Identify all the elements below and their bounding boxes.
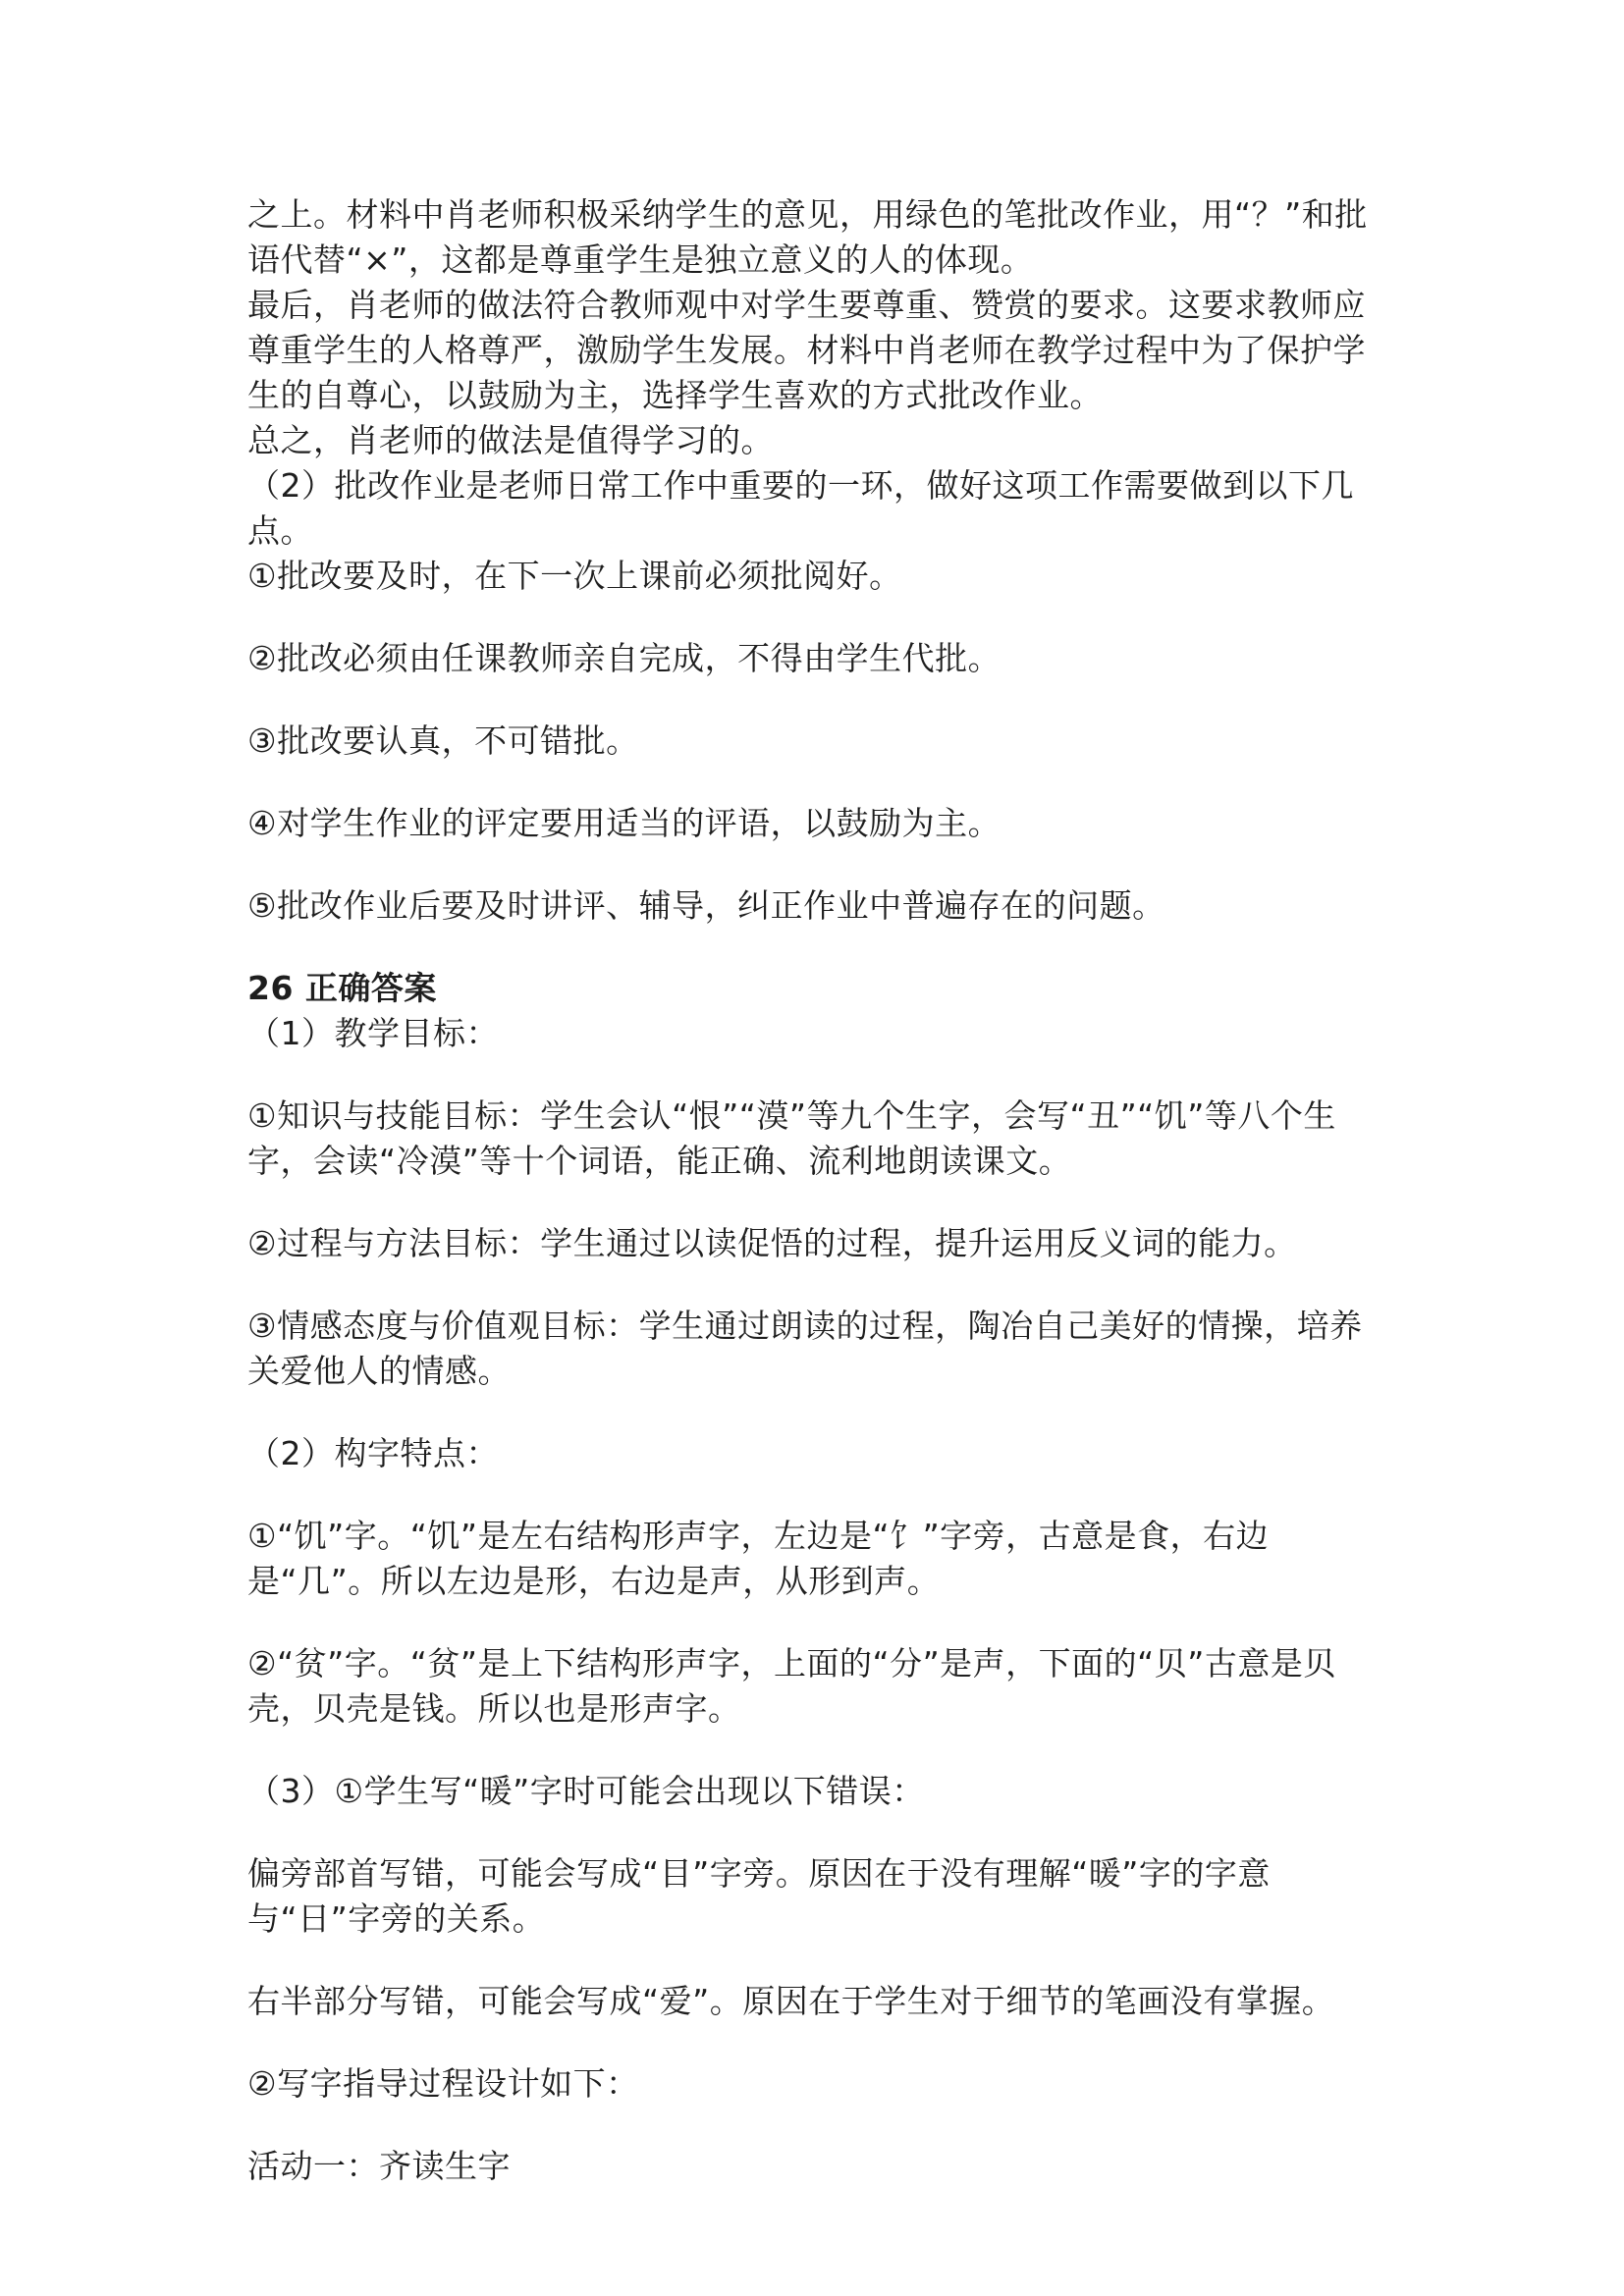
section-heading: 26 正确答案 bbox=[247, 969, 437, 1007]
paragraph: 总之，肖老师的做法是值得学习的。 bbox=[247, 421, 774, 459]
paragraph: （3）①学生写“暖”字时可能会出现以下错误： bbox=[247, 1772, 925, 1810]
list-item: ②“贫”字。“贫”是上下结构形声字，上面的“分”是声，下面的“贝”古意是贝壳，贝壳是钱。所以也是形声字。 bbox=[247, 1644, 1336, 1728]
spacer bbox=[247, 1476, 1386, 1514]
spacer bbox=[247, 929, 1386, 966]
paragraph: ②写字指导过程设计如下： bbox=[247, 2064, 639, 2103]
list-item: ③情感态度与价值观目标：学生通过朗读的过程，陶冶自己美好的情操，培养关爱他人的情感。 bbox=[247, 1307, 1363, 1390]
paragraph: （1）教学目标： bbox=[247, 1014, 499, 1052]
list-item: ①知识与技能目标：学生会认“恨”“漠”等九个生字，会写“丑”“饥”等八个生字，会读“冷漠”等十个词语，能正确、流利地朗读课文。 bbox=[247, 1096, 1336, 1180]
paragraph: 最后，肖老师的做法符合教师观中对学生要尊重、赞赏的要求。这要求教师应尊重学生的人格尊严，激励学生发展。材料中肖老师在教学过程中为了保护学生的自尊心，以鼓励为主，选择学生喜欢的方式批改作业。 bbox=[247, 286, 1366, 414]
spacer bbox=[247, 1394, 1386, 1431]
spacer bbox=[247, 764, 1386, 801]
spacer bbox=[247, 599, 1386, 636]
paragraph: （2）批改作业是老师日常工作中重要的一环，做好这项工作需要做到以下几点。 bbox=[247, 466, 1354, 550]
list-item: ①“饥”字。“饥”是左右结构形声字，左边是“饣”字旁，古意是食，右边是“几”。所以左边是形，右边是声，从形到声。 bbox=[247, 1517, 1270, 1600]
paragraph: （2）构字特点： bbox=[247, 1434, 499, 1472]
list-item: ④对学生作业的评定要用适当的评语，以鼓励为主。 bbox=[247, 804, 1001, 842]
spacer bbox=[247, 1604, 1386, 1641]
spacer bbox=[247, 1942, 1386, 1979]
list-item: ②过程与方法目标：学生通过以读促悟的过程，提升运用反义词的能力。 bbox=[247, 1224, 1297, 1262]
list-item: ②批改必须由任课教师亲自完成，不得由学生代批。 bbox=[247, 639, 1001, 677]
spacer bbox=[247, 1732, 1386, 1769]
spacer bbox=[247, 1184, 1386, 1221]
spacer bbox=[247, 2024, 1386, 2061]
paragraph: 之上。材料中肖老师积极采纳学生的意见，用绿色的笔批改作业，用“？”和批语代替“×”，这都是尊重学生是独立意义的人的体现。 bbox=[247, 195, 1368, 279]
spacer bbox=[247, 1266, 1386, 1304]
paragraph: 右半部分写错，可能会写成“爱”。原因在于学生对于细节的笔画没有掌握。 bbox=[247, 1982, 1335, 2020]
paragraph: 偏旁部首写错，可能会写成“目”字旁。原因在于没有理解“暖”字的字意与“日”字旁的关系。 bbox=[247, 1854, 1271, 1938]
spacer bbox=[247, 846, 1386, 883]
list-item: ⑤批改作业后要及时讲评、辅导，纠正作业中普遍存在的问题。 bbox=[247, 886, 1165, 925]
spacer bbox=[247, 1056, 1386, 1094]
list-item: ③批改要认真，不可错批。 bbox=[247, 721, 639, 760]
spacer bbox=[247, 681, 1386, 719]
list-item: ①批改要及时，在下一次上课前必须批阅好。 bbox=[247, 557, 902, 595]
paragraph: 活动一：齐读生字 bbox=[247, 2147, 511, 2185]
spacer bbox=[247, 2107, 1386, 2144]
spacer bbox=[247, 1814, 1386, 1851]
document-page bbox=[247, 192, 1386, 2189]
